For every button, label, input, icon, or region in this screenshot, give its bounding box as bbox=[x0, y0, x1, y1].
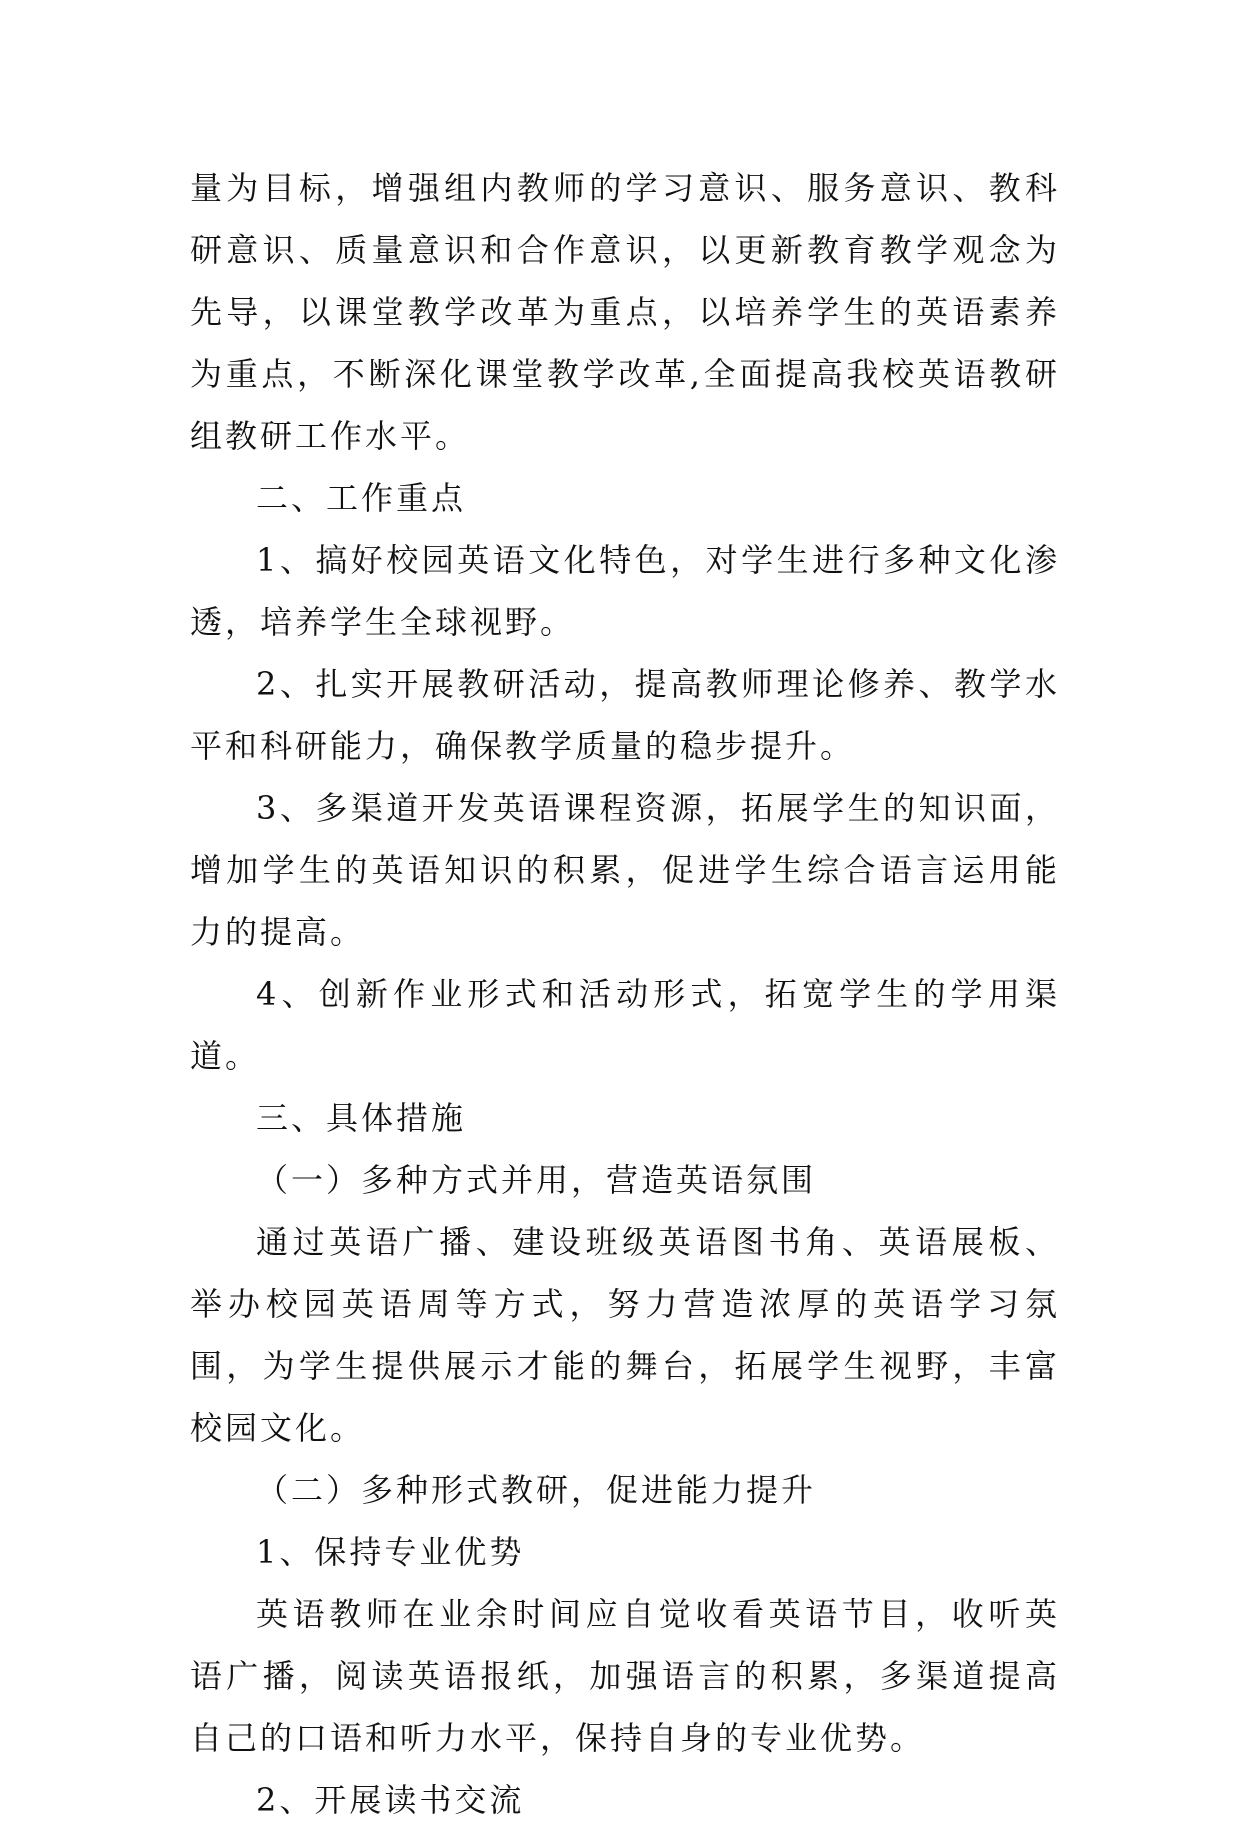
list-item-1: 1、搞好校园英语文化特色，对学生进行多种文化渗透，培养学生全球视野。 bbox=[190, 541, 1060, 641]
section-heading-3: 三、具体措施 bbox=[256, 1099, 467, 1137]
body-paragraph: 通过英语广播、建设班级英语图书角、英语展板、举办校园英语周等方式，努力营造浓厚的英语学习氛围，为学生提供展示才能的舞台，拓展学生视野，丰富校园文化。 bbox=[190, 1223, 1060, 1447]
document-body bbox=[190, 157, 1060, 1831]
list-item-3: 3、多渠道开发英语课程资源，拓展学生的知识面，增加学生的英语知识的积累，促进学生综合语言运用能力的提高。 bbox=[190, 789, 1060, 951]
body-paragraph: 英语教师在业余时间应自觉收看英语节目，收听英语广播，阅读英语报纸，加强语言的积累，多渠道提高自己的口语和听力水平，保持自身的专业优势。 bbox=[190, 1595, 1060, 1757]
numbered-heading-2: 2、开展读书交流 bbox=[256, 1781, 525, 1819]
subsection-heading-2: （二）多种形式教研，促进能力提升 bbox=[256, 1471, 817, 1509]
list-item-2: 2、扎实开展教研活动，提高教师理论修养、教学水平和科研能力，确保教学质量的稳步提升。 bbox=[190, 665, 1060, 765]
subsection-heading-1: （一）多种方式并用，营造英语氛围 bbox=[256, 1161, 817, 1199]
section-heading-2: 二、工作重点 bbox=[256, 479, 467, 517]
list-item-4: 4、创新作业形式和活动形式，拓宽学生的学用渠道。 bbox=[190, 975, 1060, 1075]
numbered-heading-1: 1、保持专业优势 bbox=[256, 1533, 525, 1571]
body-paragraph-continued: 量为目标，增强组内教师的学习意识、服务意识、教科研意识、质量意识和合作意识，以更新教育教学观念为先导，以课堂教学改革为重点，以培养学生的英语素养为重点，不断深化课堂教学改革,全面提高我校英语教研组教研工作水平。 bbox=[190, 169, 1060, 455]
